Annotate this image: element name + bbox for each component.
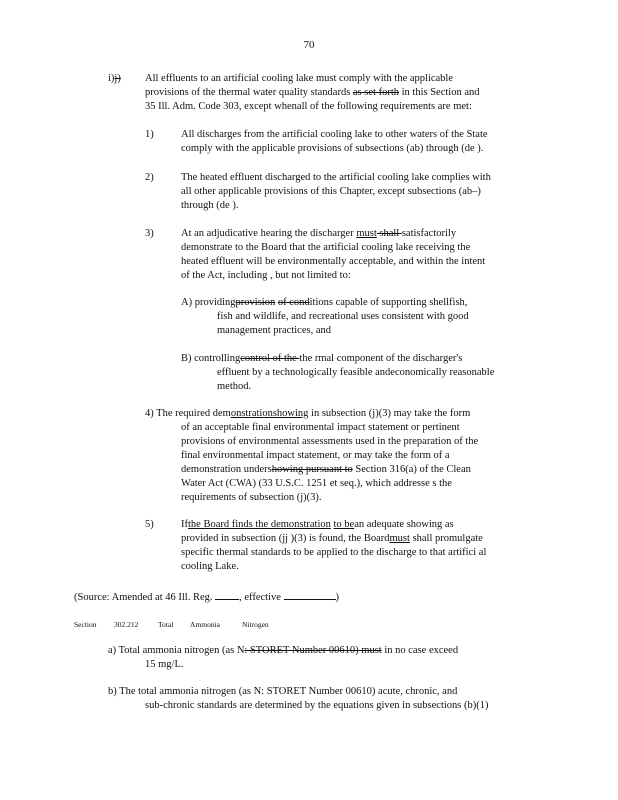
item-i-text: All effluents to an artificial cooling lake must comply with the applicable provisions of the thermal water quality standards as set forth in this Section and 35 Ill. Adm. Code 303, except whenall of the following requirements are met: [145, 73, 480, 112]
req-5-text: Ifthe Board finds the demonstration to bean adequate showing as provided in subsection (jj )(3) is found, the Boardmust shall promulgate specific thermal standards to be applied to the discharge to that artifici al cooling Lake. [181, 519, 487, 572]
section-item-b: b) The total ammonia nitrogen (as N: STORET Number 00610) acute, chronic, and sub-chronic standards are determined by the equations given in subsections (b)(1) [108, 686, 489, 711]
section-title-word2: Ammonia [190, 620, 220, 629]
req-4-text: 4) The required demonstrationshowing in subsection (j)(3) may take the form of an acceptable final environmental impact statement or pertinent provisions of environmental assessments used in the preparation of the final environmental impact statement, or may take the form of a demonstration undershowing pursuant to Section 316(a) of the Clean Water Act (CWA) (33 U.S.C. 1251 et seq.), which addresse s the requirements of subsection (j)(3). [145, 408, 479, 503]
req-3-text: At an adjudicative hearing the discharger must shall satisfactorily demonstrate to the Board that the artificial cooling lake receiving the heated effluent will be environmentally acceptable, and within the intent of the Act, including , but not limited to: [181, 228, 486, 281]
req-2-number: 2) [145, 172, 154, 183]
page-number: 70 [303, 39, 315, 51]
req-3-number: 3) [145, 228, 154, 239]
source-note: (Source: Amended at 46 Ill. Reg. , effective ) [74, 588, 339, 605]
req-1-text: All discharges from the artificial cooling lake to other waters of the State comply with the applicable provisions of subsections (ab) through (de ). [181, 129, 488, 154]
section-title-word1: Total [158, 620, 174, 629]
section-item-a: a) Total ammonia nitrogen (as N: STORET Number 00610) must in no case exceed 15 mg/L. [108, 645, 459, 670]
req-1-number: 1) [145, 129, 154, 140]
item-i-marker: i)j) [108, 73, 121, 84]
section-label: Section [74, 620, 97, 629]
section-title-word3: Nitrogen [242, 620, 269, 629]
req-5-number: 5) [145, 519, 154, 530]
req-3a-text: A) providingprovision of conditions capable of supporting shellfish, fish and wildlife, and recreational uses consistent with good management practices, and [181, 297, 469, 336]
section-number: 302.212 [114, 620, 139, 629]
req-3b-text: B) controllingcontrol of the the rmal component of the discharger's effluent by a technologically feasible andeconomically reasonable method. [181, 353, 495, 392]
req-2-text: The heated effluent discharged to the artificial cooling lake complies with all other applicable provisions of this Chapter, except subsections (ab–) through (de ). [181, 172, 491, 211]
